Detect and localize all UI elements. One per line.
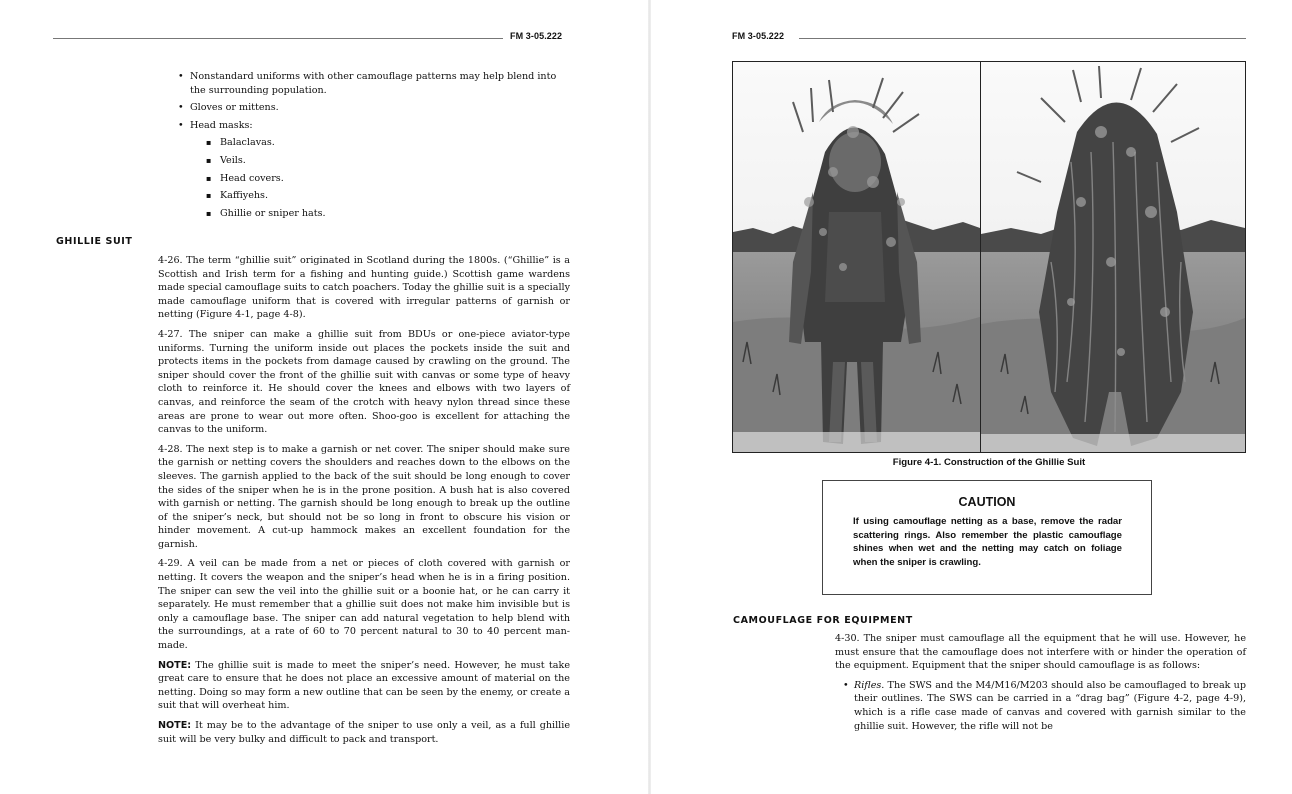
figure-ghillie-suit	[732, 61, 1246, 453]
header-rule-right	[799, 38, 1246, 39]
figure-caption: Figure 4-1. Construction of the Ghillie Suit	[892, 457, 1086, 468]
rifles-bullet	[835, 679, 1246, 733]
ghillie-front-illustration	[733, 62, 980, 452]
ghillie-suit-back-photo	[981, 62, 1245, 452]
list-item: • Gloves or mittens.	[158, 101, 570, 115]
rifles-lead: Rifles.	[854, 679, 885, 691]
head-mask-list	[158, 136, 570, 220]
ghillie-suit-body	[158, 254, 570, 752]
paragraph-4-27: 4-27. The sniper can make a ghillie suit from BDUs or one-piece aviator-type uniforms. Turning the uniform inside out places the pockets inside the suit and protects items in the pockets from damage caused by crawling on the ground. The sniper should cover the front of the ghillie suit with canvas or some type of heavy cloth to reinforce it. He should cover the knees and elbows with two layers of canvas, and reinforce the seam of the crotch with heavy nylon thread since these areas are prone to wear out more often. Shoo-goo is excellent for attaching the canvas to the uniform.	[158, 328, 570, 436]
header-rule-left	[53, 38, 503, 39]
section-heading-camouflage-equipment: CAMOUFLAGE FOR EQUIPMENT	[733, 615, 913, 626]
ghillie-back-illustration	[981, 62, 1245, 452]
section-heading-ghillie-suit: GHILLIE SUIT	[56, 236, 133, 247]
intro-bullet-list	[158, 70, 570, 220]
note-overheat	[158, 659, 570, 713]
list-item: ▪ Head covers.	[158, 172, 570, 186]
ghillie-suit-front-photo	[733, 62, 981, 452]
list-item: ▪ Ghillie or sniper hats.	[158, 207, 570, 221]
note-label: NOTE:	[158, 720, 192, 731]
left-page-header: FM 3-05.222	[510, 31, 563, 41]
paragraph-4-30: 4-30. The sniper must camouflage all the equipment that he will use. However, he must ensure that the camouflage does not interfere with or hinder the operation of the equipment. Equipment that the sniper should camouflage is as follows:	[835, 633, 1246, 672]
note-text: The ghillie suit is made to meet the sniper’s need. However, he must take great care to ensure that he does not place an excessive amount of material on the netting. Doing so may form a new outline that can be seen by the enemy, or create a suit that will overheat him.	[158, 659, 570, 712]
list-item: • Nonstandard uniforms with other camouflage patterns may help blend into the surrounding population.	[158, 70, 570, 97]
rifles-text: The SWS and the M4/M16/M203 should also be camouflaged to break up their outlines. The SWS can be carried in a “drag bag” (Figure 4-2, page 4-9), which is a rifle case made of canvas and covered with garnish similar to the ghillie suit. However, the rifle will not be	[854, 679, 1246, 732]
paragraph-4-28: 4-28. The next step is to make a garnish or net cover. The sniper should make sure the garnish or netting covers the shoulders and reaches down to the elbows on the sleeves. The garnish applied to the back of the suit should be long enough to cover the sides of the sniper when he is in the prone position. A bush hat is also covered with garnish or netting. The garnish should be long enough to break up the outline of the sniper’s neck, but should not be so long in front to obscure his vision or hinder movement. A cut-up hammock makes an excellent foundation for the garnish.	[158, 443, 570, 550]
note-label: NOTE:	[158, 659, 192, 671]
right-page-header: FM 3-05.222	[732, 31, 785, 41]
caution-box	[822, 480, 1152, 595]
caution-title: CAUTION	[958, 495, 1016, 509]
camouflage-equipment-body	[835, 632, 1246, 733]
caution-text: If using camouflage netting as a base, remove the radar scattering rings. Also remember the plastic camouflage shines when wet and the netting may catch on foliage when the sniper is crawling.	[853, 516, 1122, 568]
note-veil	[158, 719, 570, 746]
paragraph-4-26: 4-26. The term “ghillie suit” originated in Scotland during the 1800s. (“Ghillie” is a Scottish and Irish term for a fishing and hunting guide.) Scottish game wardens made special camouflage suits to catch poachers. Today the ghillie suit is a specially made camouflage uniform that is covered with irregular patterns of garnish or netting (Figure 4-1, page 4-8).	[158, 255, 570, 321]
list-item: • Head masks:	[158, 119, 570, 133]
note-text: It may be to the advantage of the sniper to use only a veil, as a full ghillie suit will be very bulky and difficult to pack and transport.	[158, 720, 570, 745]
bullet-list	[158, 70, 570, 132]
list-item: ▪ Balaclavas.	[158, 136, 570, 150]
list-item: ▪ Kaffiyehs.	[158, 189, 570, 203]
list-item: ▪ Veils.	[158, 154, 570, 168]
paragraph-4-29: 4-29. A veil can be made from a net or pieces of cloth covered with garnish or netting. It covers the weapon and the sniper’s head when he is in a firing position. The sniper can sew the veil into the ghillie suit or a boonie hat, or he can carry it separately. He must remember that a ghillie suit does not make him invisible but is only a camouflage base. The sniper can add natural vegetation to help blend with the surroundings, at a rate of 60 to 70 percent natural to 30 to 40 percent man-made.	[158, 558, 570, 652]
